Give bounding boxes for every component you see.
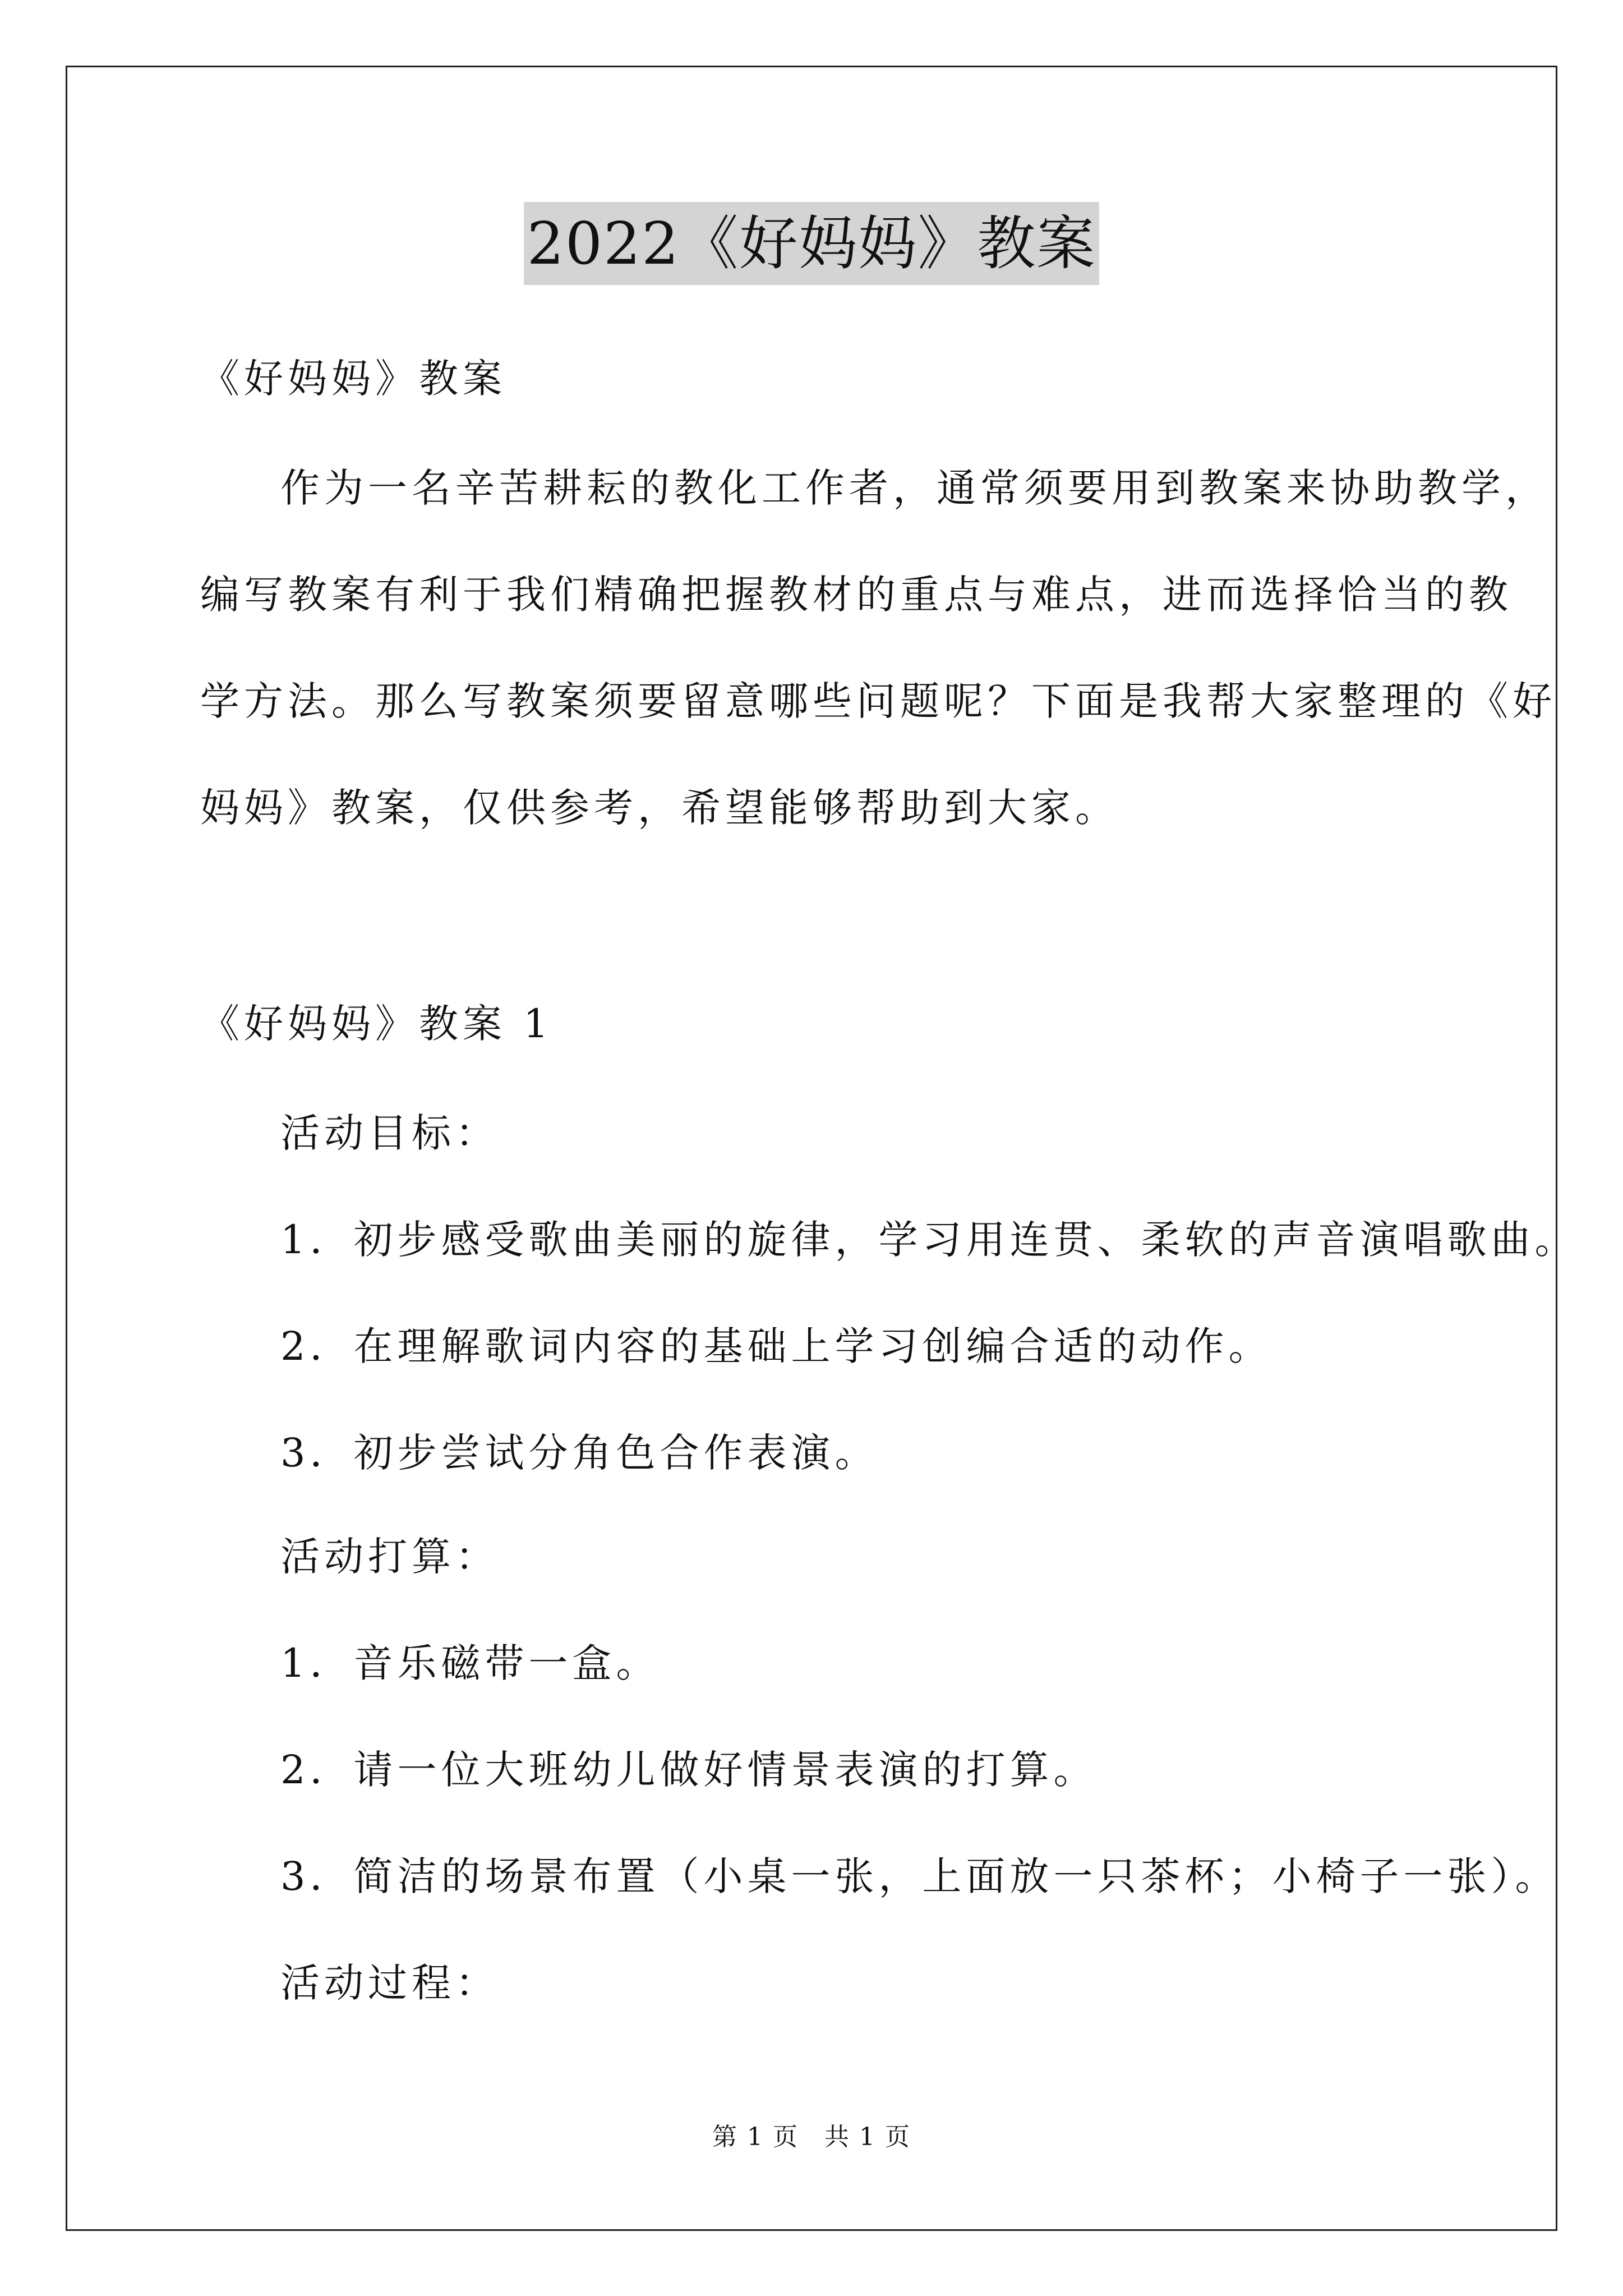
intro-paragraph-line-2: 编写教案有利于我们精确把握教材的重点与难点，进而选择恰当的教 [200,572,1513,618]
intro-paragraph-line-3: 学方法。那么写教案须要留意哪些问题呢？下面是我帮大家整理的《好 [200,678,1556,724]
goals-label: 活动目标： [280,1110,499,1156]
goal-item-3: 3．初步尝试分角色合作表演。 [280,1430,879,1476]
goal-item-2: 2．在理解歌词内容的基础上学习创编合适的动作。 [280,1323,1272,1369]
document-title: 2022《好妈妈》教案 [524,202,1100,285]
intro-paragraph-line-1: 作为一名辛苦耕耘的教化工作者，通常须要用到教案来协助教学， [280,465,1549,511]
prep-item-2: 2．请一位大班幼儿做好情景表演的打算。 [280,1747,1098,1793]
intro-heading: 《好妈妈》教案 [200,356,506,402]
prep-item-3: 3．简洁的场景布置（小桌一张，上面放一只茶杯；小椅子一张）。 [280,1853,1559,1899]
section-heading: 《好妈妈》教案 1 [200,1001,553,1047]
intro-paragraph-line-4: 妈妈》教案，仅供参考，希望能够帮助到大家。 [200,785,1119,831]
goal-item-1: 1．初步感受歌曲美丽的旋律，学习用连贯、柔软的声音演唱歌曲。 [280,1217,1579,1263]
title-container [0,202,1623,285]
process-label: 活动过程： [280,1960,499,2006]
prep-item-1: 1．音乐磁带一盒。 [280,1640,660,1686]
prep-label: 活动打算： [280,1534,499,1580]
page-footer: 第 1 页 共 1 页 [712,2123,911,2151]
